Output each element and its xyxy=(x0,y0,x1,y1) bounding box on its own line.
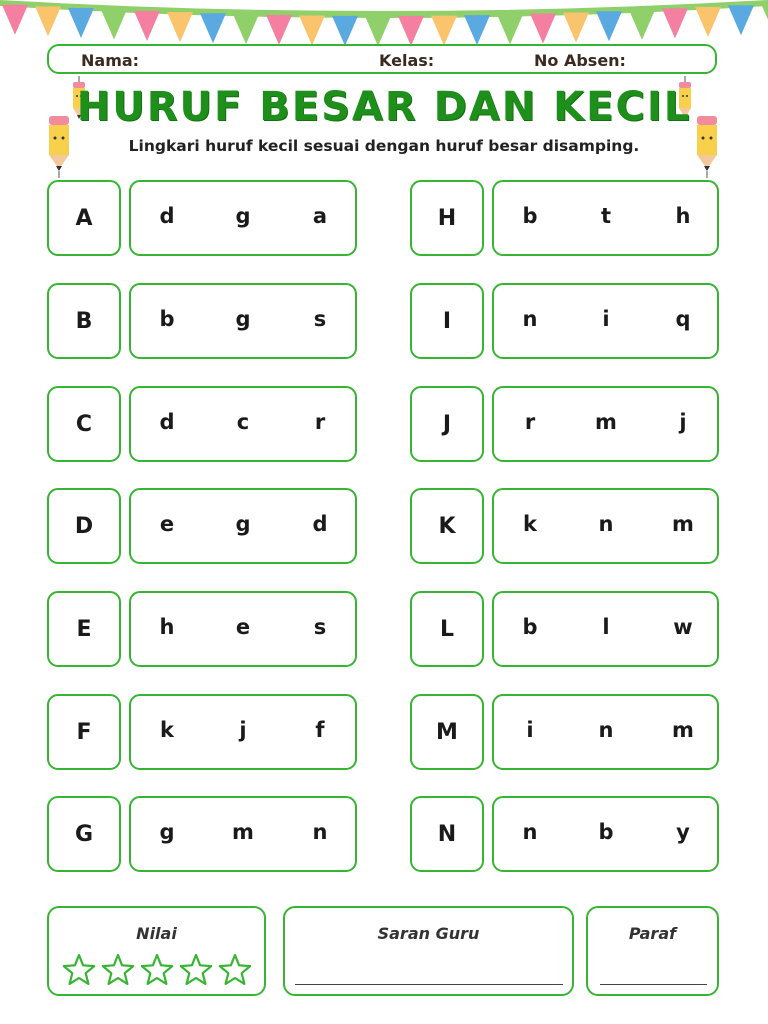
lowercase-choice[interactable]: s xyxy=(313,615,327,639)
uppercase-letter-box: F xyxy=(47,694,121,770)
lowercase-choice[interactable]: y xyxy=(676,820,690,844)
lowercase-choice[interactable]: n xyxy=(312,820,328,844)
worksheet-title: HURUF BESAR DAN KECIL xyxy=(76,84,692,130)
saran-guru-label: Saran Guru xyxy=(377,924,480,943)
lowercase-choices-box xyxy=(129,488,357,564)
uppercase-letter-box: G xyxy=(47,796,121,872)
lowercase-choices-box xyxy=(129,694,357,770)
lowercase-choice[interactable]: b xyxy=(159,307,175,331)
flag-triangle xyxy=(68,8,94,38)
lowercase-choice[interactable]: n xyxy=(598,718,614,742)
flag-triangle xyxy=(464,15,490,45)
lowercase-choices-box xyxy=(492,386,719,462)
flag-triangle xyxy=(299,15,325,45)
lowercase-choice[interactable]: m xyxy=(672,512,694,536)
lowercase-choices-box xyxy=(492,796,719,872)
lowercase-choice[interactable]: k xyxy=(523,512,537,536)
lowercase-choice[interactable]: c xyxy=(236,410,250,434)
lowercase-choice[interactable]: t xyxy=(600,204,612,228)
uppercase-letter-box: B xyxy=(47,283,121,359)
star-icon[interactable] xyxy=(64,955,94,984)
lowercase-choice[interactable]: e xyxy=(159,512,175,536)
flag-triangle xyxy=(101,9,127,39)
lowercase-choices-box xyxy=(492,488,719,564)
star-icon[interactable] xyxy=(142,955,172,984)
uppercase-letter-box: H xyxy=(410,180,484,256)
star-icon[interactable] xyxy=(181,955,211,984)
uppercase-letter-box: E xyxy=(47,591,121,667)
lowercase-choice[interactable]: e xyxy=(235,615,251,639)
lowercase-choices-box xyxy=(492,591,719,667)
flag-triangle xyxy=(200,13,226,43)
nilai-label: Nilai xyxy=(136,924,177,943)
lowercase-choice[interactable]: f xyxy=(315,718,325,742)
lowercase-choice[interactable]: k xyxy=(160,718,174,742)
uppercase-letter-box: D xyxy=(47,488,121,564)
lowercase-choices-box xyxy=(129,283,357,359)
lowercase-choices-box xyxy=(492,283,719,359)
lowercase-choice[interactable]: d xyxy=(312,512,328,536)
flag-triangle xyxy=(728,5,754,35)
lowercase-choice[interactable]: g xyxy=(235,204,251,228)
lowercase-choices-box xyxy=(492,694,719,770)
uppercase-letter-box: N xyxy=(410,796,484,872)
flag-triangle xyxy=(530,14,556,44)
lowercase-choices-box xyxy=(129,180,357,256)
lowercase-choice[interactable]: j xyxy=(239,718,247,742)
paraf-label: Paraf xyxy=(628,924,677,943)
lowercase-choice[interactable]: b xyxy=(598,820,614,844)
flag-triangle xyxy=(662,8,688,38)
flag-triangle xyxy=(398,16,424,46)
lowercase-choice[interactable]: g xyxy=(235,512,251,536)
lowercase-choices-box xyxy=(129,591,357,667)
flag-triangle xyxy=(431,16,457,46)
flag-triangle xyxy=(761,4,768,34)
worksheet-instruction: Lingkari huruf kecil sesuai dengan huruf besar disamping. xyxy=(128,137,640,155)
star-icon[interactable] xyxy=(103,955,133,984)
lowercase-choice[interactable]: r xyxy=(314,410,326,434)
flag-triangle xyxy=(365,16,391,46)
uppercase-letter-box: K xyxy=(410,488,484,564)
lowercase-choice[interactable]: j xyxy=(679,410,687,434)
uppercase-letter-box: M xyxy=(410,694,484,770)
lowercase-choice[interactable]: a xyxy=(312,204,328,228)
flag-triangle xyxy=(134,11,160,41)
lowercase-choice[interactable]: n xyxy=(598,512,614,536)
paraf-write-line[interactable] xyxy=(600,984,707,985)
lowercase-choice[interactable]: g xyxy=(235,307,251,331)
lowercase-choice[interactable]: r xyxy=(524,410,536,434)
flag-triangle xyxy=(629,10,655,40)
flag-triangle xyxy=(332,16,358,46)
flag-triangle xyxy=(563,12,589,42)
uppercase-letter-box: C xyxy=(47,386,121,462)
flag-triangle xyxy=(2,5,28,35)
uppercase-letter-box: J xyxy=(410,386,484,462)
paraf-box xyxy=(586,906,719,996)
lowercase-choice[interactable]: g xyxy=(159,820,175,844)
star-icon[interactable] xyxy=(220,955,250,984)
lowercase-choice[interactable]: h xyxy=(159,615,175,639)
flag-triangle xyxy=(233,14,259,44)
saran-guru-write-line[interactable] xyxy=(295,984,563,985)
lowercase-choice[interactable]: l xyxy=(602,615,610,639)
uppercase-letter-box: L xyxy=(410,591,484,667)
student-info-bar xyxy=(47,44,717,74)
nama-label: Nama: xyxy=(81,51,140,70)
flag-bunting xyxy=(0,0,768,50)
lowercase-choice[interactable]: n xyxy=(522,820,538,844)
lowercase-choice[interactable]: w xyxy=(673,615,693,639)
uppercase-letter-box: A xyxy=(47,180,121,256)
uppercase-letter-box: I xyxy=(410,283,484,359)
lowercase-choices-box xyxy=(129,386,357,462)
lowercase-choices-box xyxy=(492,180,719,256)
lowercase-choice[interactable]: m xyxy=(595,410,617,434)
lowercase-choice[interactable]: b xyxy=(522,615,538,639)
lowercase-choice[interactable]: b xyxy=(522,204,538,228)
flag-triangle xyxy=(35,6,61,36)
flag-triangle xyxy=(497,14,523,44)
lowercase-choice[interactable]: q xyxy=(675,307,691,331)
flag-triangle xyxy=(695,7,721,37)
lowercase-choice[interactable]: m xyxy=(232,820,254,844)
lowercase-choices-box xyxy=(129,796,357,872)
lowercase-choice[interactable]: n xyxy=(522,307,538,331)
nilai-box xyxy=(47,906,266,996)
lowercase-choice[interactable]: d xyxy=(159,204,175,228)
kelas-label: Kelas: xyxy=(379,51,435,70)
lowercase-choice[interactable]: i xyxy=(526,718,534,742)
lowercase-choice[interactable]: i xyxy=(602,307,610,331)
flag-triangle xyxy=(596,11,622,41)
absen-label: No Absen: xyxy=(534,51,626,70)
lowercase-choice[interactable]: s xyxy=(313,307,327,331)
flag-triangle xyxy=(167,12,193,42)
rating-stars[interactable] xyxy=(61,952,257,988)
flag-triangle xyxy=(266,15,292,45)
lowercase-choice[interactable]: m xyxy=(672,718,694,742)
lowercase-choice[interactable]: d xyxy=(159,410,175,434)
saran-guru-box xyxy=(283,906,574,996)
lowercase-choice[interactable]: h xyxy=(675,204,691,228)
